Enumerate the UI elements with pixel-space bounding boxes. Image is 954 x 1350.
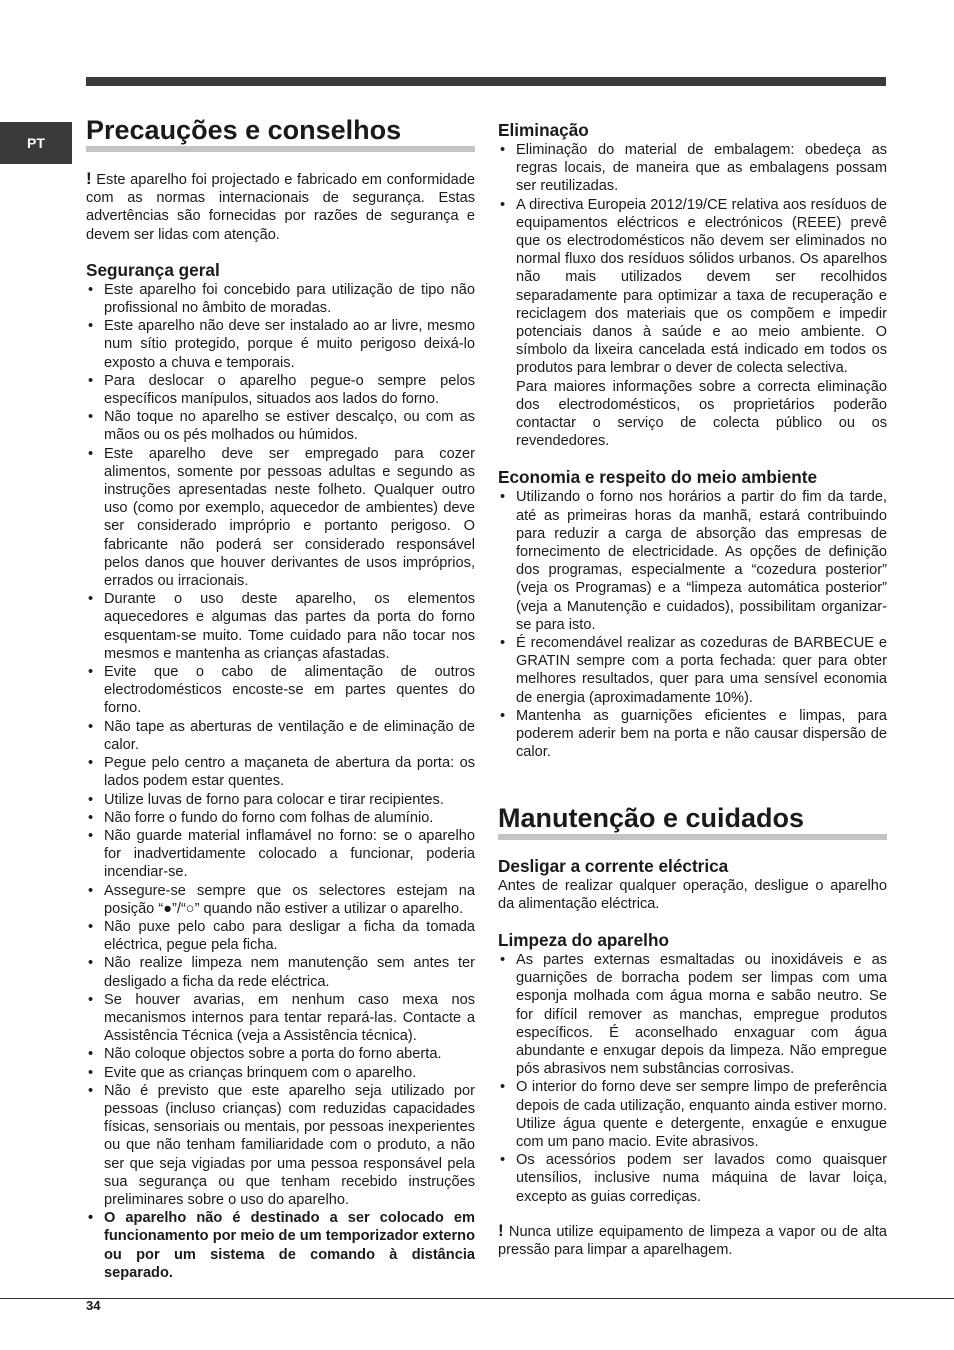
- intro-text: Este aparelho foi projectado e fabricado em conformidade com as normas internacionais de segurança. Estas advertências são fornecidas por razões de segurança e devem ser lidas com atenção.: [86, 172, 475, 243]
- intro-paragraph: [86, 170, 475, 244]
- economy-heading: Economia e respeito do meio ambiente: [498, 467, 818, 488]
- list-item: • Durante o uso deste aparelho, os elementos aquecedores e algumas das partes da porta do forno esquentam-se muito. Tome cuidado para não tocar nos mesmos e mantenha as crianças afastadas.: [86, 590, 475, 663]
- list-item: • Este aparelho não deve ser instalado ao ar livre, mesmo num sítio protegido, porque é muito perigoso deixá-lo exposto a chuva e temporais.: [86, 317, 475, 372]
- list-item: • Os acessórios podem ser lavados como quaisquer utensílios, inclusive numa máquina de lavar loiça, excepto as guias corrediças.: [498, 1151, 887, 1206]
- list-item: • Assegure-se sempre que os selectores estejam na posição “●”/“○” quando não estiver a utilizar o aparelho.: [86, 882, 475, 918]
- list-item: • Pegue pelo centro a maçaneta de abertura da porta: os lados podem estar quentes.: [86, 754, 475, 790]
- list-item: • Não coloque objectos sobre a porta do forno aberta.: [86, 1045, 475, 1063]
- list-item: • Não guarde material inflamável no forno: se o aparelho for inadvertidamente colocado a funcionar, poderia incendiar-se.: [86, 827, 475, 882]
- right-column: [498, 114, 887, 1259]
- list-item: • Não tape as aberturas de ventilação e de eliminação de calor.: [86, 718, 475, 754]
- disconnect-text: Antes de realizar qualquer operação, desligue o aparelho da alimentação eléctrica.: [498, 877, 887, 912]
- list-item: • Se houver avarias, em nenhum caso mexa nos mecanismos internos para tentar repará-las. Contacte a Assistência Técnica (veja a Assistência técnica).: [86, 991, 475, 1046]
- list-item: • Não é previsto que este aparelho seja utilizado por pessoas (incluso crianças) com reduzidas capacidades físicas, sensoriais ou mentais, por pessoas inexperientes ou que não tenham familiaridade com o produto, a não ser que seja vigiadas por uma pessoa responsável pela sua segurança ou que tenham recebido instruções preliminares sobre o uso do aparelho.: [86, 1082, 475, 1209]
- list-item-continuation: Para maiores informações sobre a correcta eliminação dos electrodomésticos, os proprietários poderão contactar o serviço de colecta público ou os revendedores.: [516, 378, 887, 450]
- list-item: • Eliminação do material de embalagem: obedeça as regras locais, de maneira que as embalagens possam ser reutilizadas.: [498, 141, 887, 196]
- left-column: [86, 114, 475, 1299]
- page-title: Precauções e conselhos: [86, 114, 475, 152]
- list-item: • Não toque no aparelho se estiver descalço, ou com as mãos ou os pés molhados ou húmidos.: [86, 408, 475, 444]
- top-rule: [86, 77, 886, 86]
- list-item: • O interior do forno deve ser sempre limpo de preferência depois de cada utilização, enquanto ainda estiver morno. Utilize água quente e detergente, enxagúe e enxugue com um pano macio. Evite abrasivos.: [498, 1078, 887, 1151]
- list-item: • Para deslocar o aparelho pegue-o sempre pelos específicos manípulos, situados aos lados do forno.: [86, 372, 475, 408]
- list-item: • Evite que as crianças brinquem com o aparelho.: [86, 1064, 475, 1082]
- list-item: • Não realize limpeza nem manutenção sem antes ter desligado a ficha da rede eléctrica.: [86, 954, 475, 990]
- page-number: 34: [86, 1298, 101, 1313]
- list-item: • Este aparelho foi concebido para utilização de tipo não profissional no âmbito de moradas.: [86, 281, 475, 317]
- list-item: • Evite que o cabo de alimentação de outros electrodomésticos encoste-se em partes quentes do forno.: [86, 663, 475, 718]
- list-item-bold: • O aparelho não é destinado a ser colocado em funcionamento por meio de um temporizador externo ou por um sistema de comando à distância separado.: [86, 1209, 475, 1282]
- cleaning-note: [498, 1222, 887, 1259]
- bottom-rule: [0, 1298, 954, 1299]
- language-tab: PT: [0, 122, 72, 164]
- list-item: • As partes externas esmaltadas ou inoxidáveis e as guarnições de borracha podem ser limpas com uma esponja molhada com água morna e sabão neutro. Se for difícil remover as manchas, empregue produtos específicos. É aconselhado enxaguar com água abundante e enxugar depois da limpeza. Não empregue pós abrasivos nem substâncias corrosivas.: [498, 951, 887, 1078]
- note-text: Nunca utilize equipamento de limpeza a vapor ou de alta pressão para limpar a aparelhagem.: [498, 1223, 887, 1258]
- list-item: • Utilize luvas de forno para colocar e tirar recipientes.: [86, 791, 475, 809]
- list-item: • Este aparelho deve ser empregado para cozer alimentos, somente por pessoas adultas e segundo as instruções apresentadas neste folheto. Qualquer outro uso (como por exemplo, aquecedor de ambientes) deve ser considerado impróprio e portanto perigoso. O fabricante não poderá ser considerado responsável pelos danos que houver derivantes de usos impróprios, errados ou irracionais.: [86, 445, 475, 591]
- safety-list: [86, 281, 475, 1282]
- list-item: • Mantenha as guarnições eficientes e limpas, para poderem aderir bem na porta e não causar dispersão de calor.: [498, 707, 887, 762]
- disconnect-heading: Desligar a corrente eléctrica: [498, 855, 729, 876]
- list-item: • Utilizando o forno nos horários a partir do fim da tarde, até as primeiras horas da manhã, estará contribuindo para reduzir a carga de absorção das empresas de fornecimento de electricidade. As opções de definição dos programas, especialmente a “cozedura posterior” (veja os Programas) e a “limpeza automática posterior” (veja a Manutenção e cuidados), possibilitam organizar-se para isto.: [498, 488, 887, 634]
- list-item: [498, 196, 887, 451]
- cleaning-list: [498, 951, 887, 1206]
- maintenance-title: Manutenção e cuidados: [498, 802, 887, 840]
- list-item: • Não forre o fundo do forno com folhas de alumínio.: [86, 809, 475, 827]
- disposal-list: [498, 141, 887, 450]
- safety-heading: Segurança geral: [86, 259, 220, 280]
- economy-list: [498, 488, 887, 761]
- warning-mark: !: [498, 1220, 504, 1240]
- list-item: • É recomendável realizar as cozeduras de BARBECUE e GRATIN sempre com a porta fechada: quer para obter melhores resultados, quer para uma sensível economia de energia (aproximadamente 10%).: [498, 634, 887, 707]
- disposal-heading: Eliminação: [498, 120, 589, 140]
- list-item-text: • A directiva Europeia 2012/19/CE relativa aos resíduos de equipamentos eléctricos e electrónicos (REEE) prevê que os electrodomésticos não devem ser eliminados no normal fluxo dos resíduos sólidos urbanos. Os aparelhos não mais utilizados devem ser recolhidos separadamente para optimizar a taxa de recuperação e reciclagem dos materiais que os compõem e impedir potenciais danos à saúde e ao meio ambiente. O símbolo da lixeira cancelada está indicado em todos os produtos para lembrar o dever de colecta selectiva.: [516, 196, 887, 377]
- cleaning-heading: Limpeza do aparelho: [498, 929, 669, 950]
- list-item: • Não puxe pelo cabo para desligar a ficha da tomada eléctrica, pegue pela ficha.: [86, 918, 475, 954]
- warning-mark: !: [86, 169, 92, 188]
